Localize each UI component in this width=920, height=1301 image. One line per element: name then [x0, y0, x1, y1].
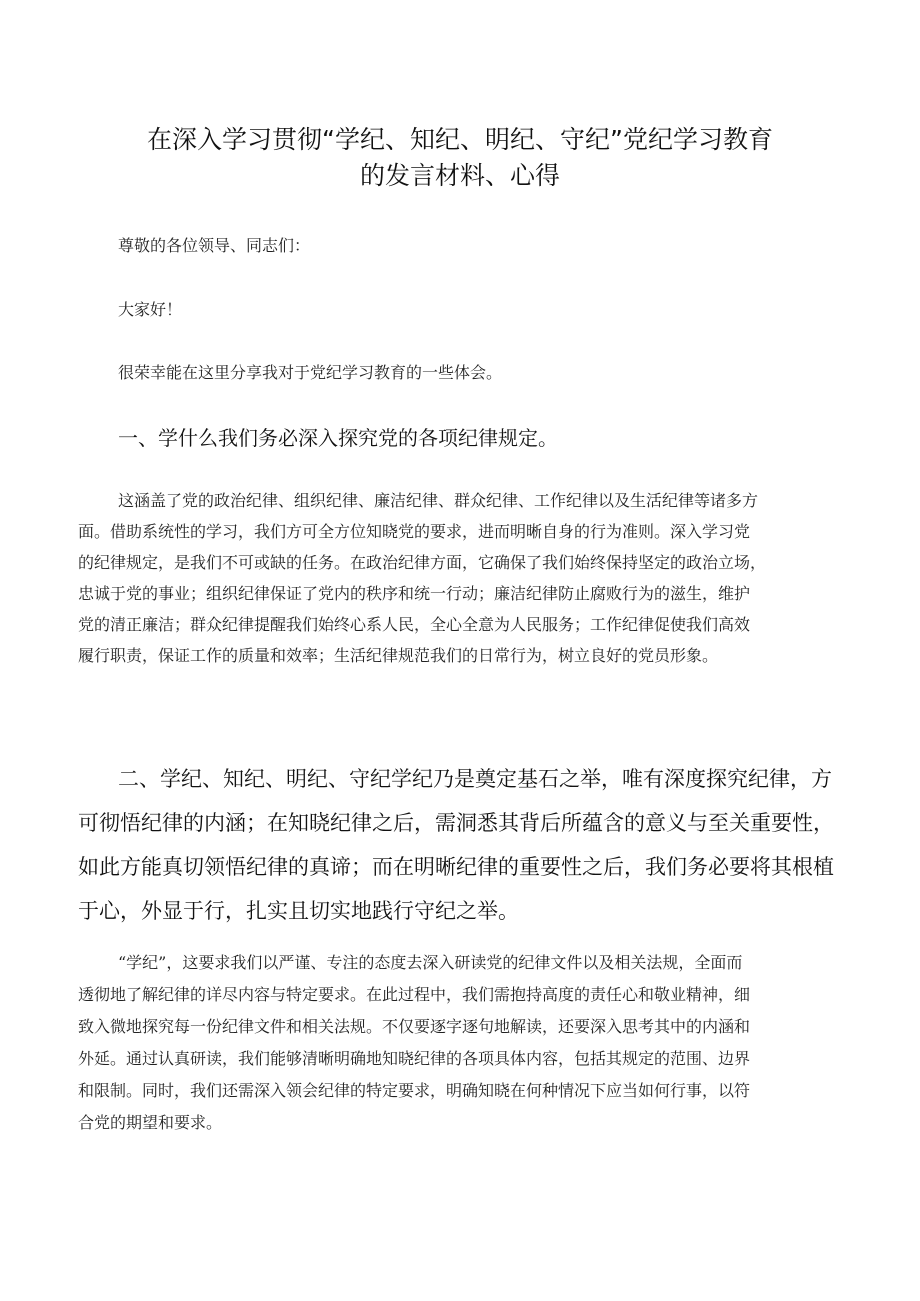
title-line-2: 的发言材料、心得: [359, 161, 560, 190]
section-2-heading-line: 如此方能真切领悟纪律的真谛；而在明晰纪律的重要性之后，我们务必要将其根植: [78, 855, 834, 879]
document-title: [100, 122, 820, 194]
section-2-body-line: 外延。通过认真研读，我们能够清晰明确地知晓纪律的各项具体内容，包括其规定的范围、边界: [78, 1049, 751, 1068]
section-2-heading-line: 可彻悟纪律的内涵；在知晓纪律之后，需洞悉其背后所蕴含的意义与至关重要性，: [78, 811, 834, 835]
greeting: 大家好！: [118, 300, 183, 319]
section-1-line: 的纪律规定，是我们不可或缺的任务。在政治纪律方面，它确保了我们始终保持坚定的政治立场，: [78, 553, 767, 572]
salutation: 尊敬的各位领导、同志们：: [118, 236, 311, 255]
section-1-heading: 一、学什么我们务必深入探究党的各项纪律规定。: [118, 426, 558, 450]
section-2-body-line: 致入微地探究每一份纪律文件和相关法规。不仅要逐字逐句地解读，还要深入思考其中的内涵和: [78, 1017, 751, 1036]
section-2-body: [78, 947, 858, 1139]
section-2-body-line: 透彻地了解纪律的详尽内容与特定要求。在此过程中，我们需抱持高度的责任心和敬业精神，细: [78, 985, 751, 1004]
section-1-line: 忠诚于党的事业；组织纪律保证了党内的秩序和统一行动；廉洁纪律防止腐败行为的滋生，维护: [78, 584, 751, 603]
section-2-body-line: “学纪”，这要求我们以严谨、专注的态度去深入研读党的纪律文件以及相关法规，全面而: [118, 953, 743, 972]
section-2-body-line: 合党的期望和要求。: [78, 1113, 223, 1132]
title-line-1: 在深入学习贯彻“学纪、知纪、明纪、守纪”党纪学习教育: [147, 125, 773, 154]
section-2-body-line: 和限制。同时，我们还需深入领会纪律的特定要求，明确知晓在何种情况下应当如何行事，以符: [78, 1081, 751, 1100]
intro-paragraph: 很荣幸能在这里分享我对于党纪学习教育的一些体会。: [118, 363, 503, 382]
section-2-heading-line: 于心，外显于行，扎实且切实地践行守纪之举。: [78, 899, 519, 923]
section-1-line: 履行职责，保证工作的质量和效率；生活纪律规范我们的日常行为，树立良好的党员形象。: [78, 646, 719, 665]
section-1-line: 党的清正廉洁；群众纪律提醒我们始终心系人民，全心全意为人民服务；工作纪律促使我们高效: [78, 615, 751, 634]
section-2-heading: [78, 757, 868, 933]
section-1-body: [78, 485, 858, 671]
section-1-line: 这涵盖了党的政治纪律、组织纪律、廉洁纪律、群众纪律、工作纪律以及生活纪律等诸多方: [118, 491, 759, 510]
section-1-line: 面。借助系统性的学习，我们方可全方位知晓党的要求，进而明晰自身的行为准则。深入学习党: [78, 522, 751, 541]
section-2-heading-line: 二、学纪、知纪、明纪、守纪学纪乃是奠定基石之举，唯有深度探究纪律，方: [118, 767, 832, 791]
